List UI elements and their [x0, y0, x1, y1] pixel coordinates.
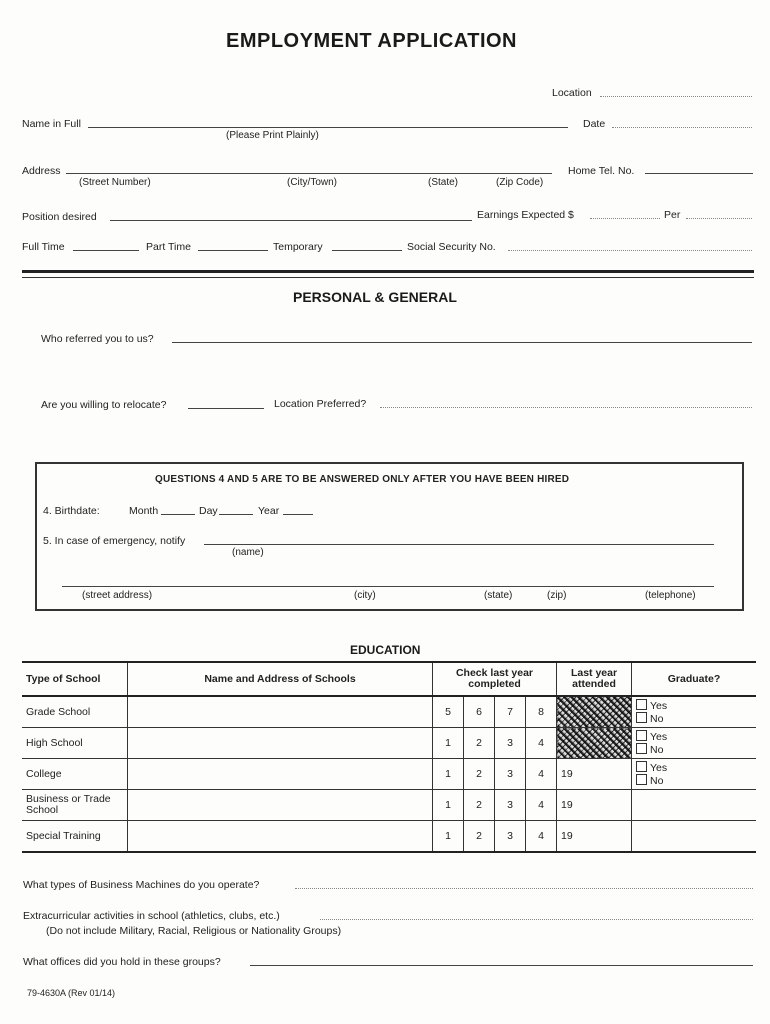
- year-option[interactable]: 2: [464, 790, 495, 821]
- last-year-cell[interactable]: 19: [557, 790, 632, 821]
- year-option[interactable]: 3: [495, 821, 526, 853]
- school-name-cell[interactable]: [128, 790, 433, 821]
- graduate-no[interactable]: [636, 774, 694, 787]
- no-label: No: [650, 744, 664, 756]
- checkbox-icon[interactable]: [636, 712, 647, 723]
- yes-label: Yes: [650, 762, 668, 774]
- referred-field[interactable]: [172, 342, 752, 343]
- year-option[interactable]: 2: [464, 759, 495, 790]
- machines-field[interactable]: [295, 888, 753, 889]
- yes-label: Yes: [650, 700, 668, 712]
- year-option[interactable]: 7: [495, 696, 526, 728]
- graduate-yes[interactable]: [636, 761, 694, 774]
- ssn-field[interactable]: [508, 250, 752, 251]
- extracurricular-label: Extracurricular activities in school (athletics, clubs, etc.): [23, 910, 280, 922]
- blacked-out-cell: [557, 696, 632, 728]
- date-label: Date: [583, 118, 606, 130]
- year-option[interactable]: 3: [495, 728, 526, 759]
- school-name-cell[interactable]: [128, 759, 433, 790]
- form-number: 79-4630A (Rev 01/14): [27, 988, 116, 998]
- table-row: [22, 696, 756, 728]
- graduate-cell: [632, 728, 757, 759]
- graduate-cell: [632, 759, 757, 790]
- year-option[interactable]: 4: [526, 759, 557, 790]
- blacked-out-cell: [557, 728, 632, 759]
- referred-label: Who referred you to us?: [41, 333, 154, 345]
- no-label: No: [650, 775, 664, 787]
- temporary-field[interactable]: [332, 250, 402, 251]
- education-table: [22, 661, 756, 853]
- school-type: College: [22, 759, 128, 790]
- graduate-no[interactable]: [636, 712, 694, 725]
- school-type: Grade School: [22, 696, 128, 728]
- location-pref-field[interactable]: [380, 407, 752, 408]
- offices-label: What offices did you hold in these groups?: [23, 956, 221, 968]
- year-label: Year: [258, 505, 280, 517]
- col-last-header: Last year attended: [557, 662, 632, 696]
- zip-hint-box: (zip): [547, 590, 567, 601]
- machines-label: What types of Business Machines do you operate?: [23, 879, 260, 891]
- education-heading: EDUCATION: [350, 643, 421, 657]
- table-row: [22, 759, 756, 790]
- personal-heading: PERSONAL & GENERAL: [293, 289, 457, 305]
- education-header-row: [22, 662, 756, 696]
- divider-thin: [22, 277, 754, 278]
- year-option[interactable]: 1: [433, 759, 464, 790]
- year-option[interactable]: 3: [495, 790, 526, 821]
- col-name-header: Name and Address of Schools: [128, 662, 433, 696]
- state-hint-box: (state): [484, 590, 513, 601]
- year-option[interactable]: 2: [464, 728, 495, 759]
- extracurricular-field[interactable]: [320, 919, 753, 920]
- street-address-hint: (street address): [82, 590, 153, 601]
- checkbox-icon[interactable]: [636, 743, 647, 754]
- full-time-field[interactable]: [73, 250, 139, 251]
- name-label: Name in Full: [22, 118, 81, 130]
- last-year-cell[interactable]: 19: [557, 759, 632, 790]
- full-time-label: Full Time: [22, 241, 65, 253]
- q5-label: 5. In case of emergency, notify: [43, 535, 186, 547]
- year-field[interactable]: [283, 514, 313, 515]
- day-field[interactable]: [219, 514, 253, 515]
- table-row: [22, 790, 756, 821]
- no-label: No: [650, 713, 664, 725]
- date-field[interactable]: [612, 127, 752, 128]
- year-option[interactable]: 4: [526, 821, 557, 853]
- name-hint: (Please Print Plainly): [226, 130, 319, 141]
- address-field[interactable]: [66, 173, 552, 174]
- school-type: High School: [22, 728, 128, 759]
- year-option[interactable]: 3: [495, 759, 526, 790]
- home-tel-field[interactable]: [645, 173, 753, 174]
- relocate-field[interactable]: [188, 408, 264, 409]
- checkbox-icon[interactable]: [636, 774, 647, 785]
- location-label: Location: [552, 87, 592, 99]
- zip-hint: (Zip Code): [496, 177, 544, 188]
- emergency-name-field[interactable]: [204, 544, 714, 545]
- ssn-label: Social Security No.: [407, 241, 496, 253]
- year-option[interactable]: 6: [464, 696, 495, 728]
- state-hint: (State): [428, 177, 459, 188]
- location-field[interactable]: [600, 96, 752, 97]
- month-field[interactable]: [161, 514, 195, 515]
- year-option[interactable]: 8: [526, 696, 557, 728]
- location-pref-label: Location Preferred?: [274, 398, 367, 410]
- per-field[interactable]: [686, 218, 752, 219]
- checkbox-icon[interactable]: [636, 761, 647, 772]
- divider-thick: [22, 270, 754, 273]
- graduate-yes[interactable]: [636, 730, 694, 743]
- street-hint: (Street Number): [79, 177, 151, 188]
- col-grad-header: Graduate?: [632, 662, 757, 696]
- year-option[interactable]: 4: [526, 790, 557, 821]
- home-tel-label: Home Tel. No.: [568, 165, 635, 177]
- address-label: Address: [22, 165, 61, 177]
- school-type: Special Training: [22, 821, 128, 853]
- graduate-yes[interactable]: [636, 699, 694, 712]
- form-title: EMPLOYMENT APPLICATION: [226, 30, 517, 52]
- year-option[interactable]: 1: [433, 790, 464, 821]
- school-name-cell[interactable]: [128, 728, 433, 759]
- graduate-cell: [632, 790, 757, 821]
- school-type: Business or Trade School: [22, 790, 128, 821]
- yes-label: Yes: [650, 731, 668, 743]
- relocate-label: Are you willing to relocate?: [41, 399, 167, 411]
- checkbox-icon[interactable]: [636, 730, 647, 741]
- year-option[interactable]: 4: [526, 728, 557, 759]
- earnings-field[interactable]: [590, 218, 660, 219]
- year-option[interactable]: 2: [464, 821, 495, 853]
- city-hint: (City/Town): [287, 177, 338, 188]
- hired-heading: QUESTIONS 4 AND 5 ARE TO BE ANSWERED ONLY AFTER YOU HAVE BEEN HIRED: [155, 474, 570, 485]
- table-row: [22, 821, 756, 853]
- school-name-cell[interactable]: [128, 821, 433, 853]
- year-option[interactable]: 1: [433, 728, 464, 759]
- city-hint-box: (city): [354, 590, 376, 601]
- per-label: Per: [664, 209, 681, 221]
- part-time-label: Part Time: [146, 241, 191, 253]
- year-option[interactable]: 5: [433, 696, 464, 728]
- graduate-cell: [632, 821, 757, 853]
- last-year-cell[interactable]: 19: [557, 821, 632, 853]
- graduate-no[interactable]: [636, 743, 694, 756]
- day-label: Day: [199, 505, 218, 517]
- col-check-header: Check last year completed: [433, 662, 557, 696]
- checkbox-icon[interactable]: [636, 699, 647, 710]
- emergency-name-hint: (name): [232, 547, 264, 558]
- school-name-cell[interactable]: [128, 696, 433, 728]
- q4-label: 4. Birthdate:: [43, 505, 100, 517]
- year-option[interactable]: 1: [433, 821, 464, 853]
- position-label: Position desired: [22, 211, 97, 223]
- month-label: Month: [129, 505, 159, 517]
- name-field[interactable]: [88, 127, 568, 128]
- telephone-hint-box: (telephone): [645, 590, 696, 601]
- graduate-cell: [632, 696, 757, 728]
- earnings-label: Earnings Expected $: [477, 209, 574, 221]
- part-time-field[interactable]: [198, 250, 268, 251]
- position-field[interactable]: [110, 220, 472, 221]
- col-type-header: Type of School: [22, 662, 128, 696]
- temporary-label: Temporary: [273, 241, 323, 253]
- emergency-address-field[interactable]: [62, 586, 714, 587]
- extracurricular-hint: (Do not include Military, Racial, Religious or Nationality Groups): [46, 925, 342, 937]
- offices-field[interactable]: [250, 965, 753, 966]
- table-row: [22, 728, 756, 759]
